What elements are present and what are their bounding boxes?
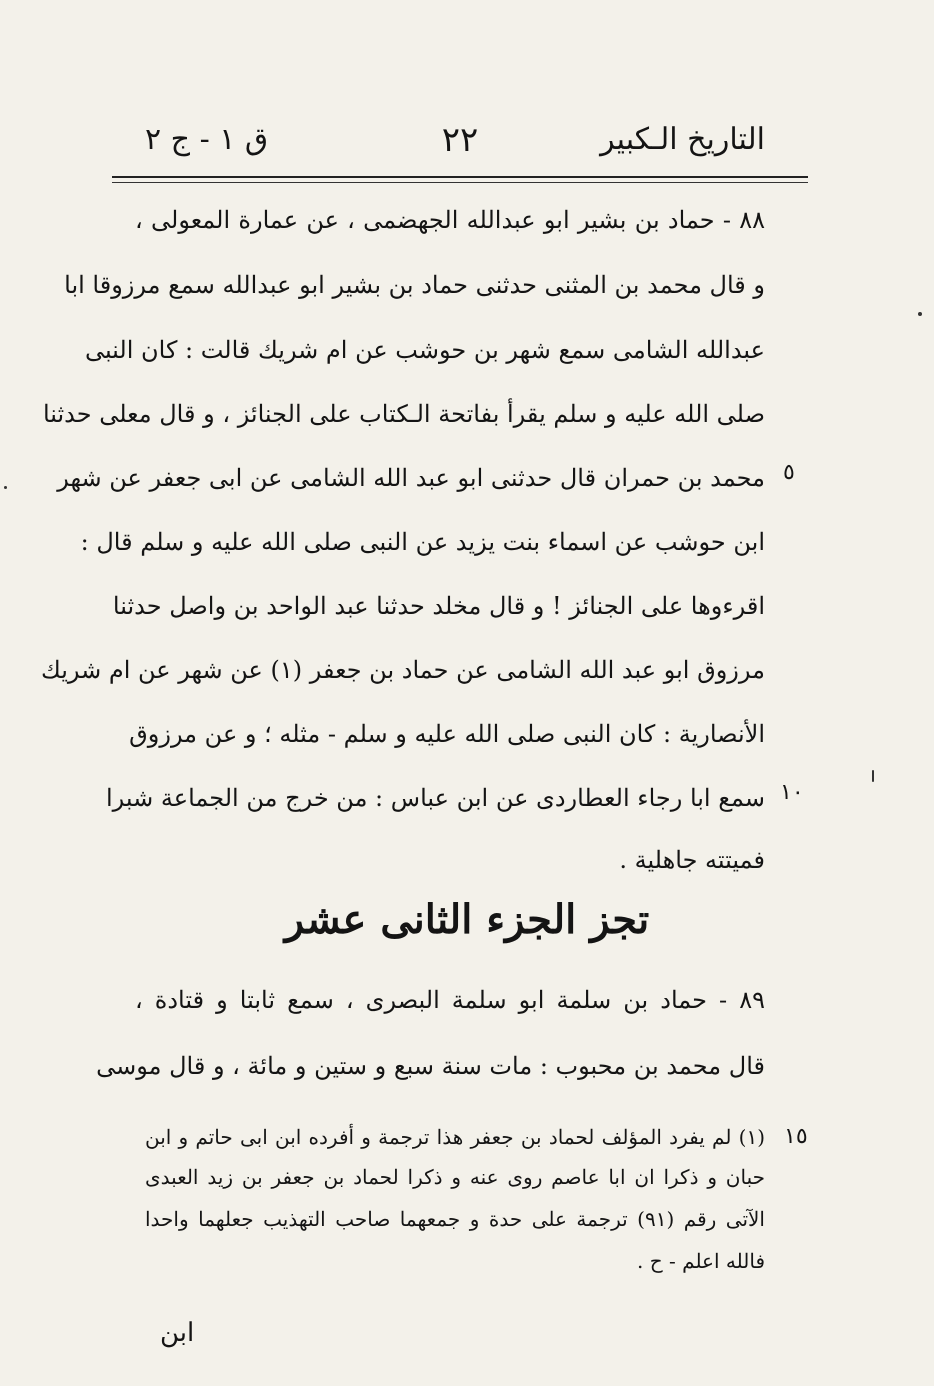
text-line: قال محمد بن محبوب : مات سنة سبع و ستين و مائة ، و قال موسى — [96, 1052, 765, 1080]
paper-speck — [918, 312, 922, 316]
text-line: فميتته جاهلية . — [619, 846, 765, 874]
text-line: محمد بن حمران قال حدثنى ابو عبد الله الشامى عن ابى جعفر عن شهر — [57, 464, 765, 492]
text-line: و قال محمد بن المثنى حدثنى حماد بن بشير ابو عبدالله سمع مرزوقا ابا — [64, 271, 765, 299]
text-line: مرزوق ابو عبد الله الشامى عن حماد بن جعفر (١) عن شهر عن ام شريك — [40, 656, 765, 684]
text-line: صلى الله عليه و سلم يقرأ بفاتحة الـكتاب على الجنائز ، و قال معلى حدثنا — [42, 400, 765, 428]
text-line: ٨٨ - حماد بن بشير ابو عبدالله الجهضمى ، عن عمارة المعولى ، — [135, 206, 765, 234]
line-number-5: ٥ — [783, 460, 795, 485]
section-title: تجز الجزء الثانى عشر — [284, 896, 650, 943]
text-line: سمع ابا رجاء العطاردى عن ابن عباس : من خرج من الجماعة شبرا — [105, 784, 765, 812]
line-number-15: ١٥ — [784, 1124, 808, 1149]
text-line: عبدالله الشامى سمع شهر بن حوشب عن ام شريك قالت : كان النبى — [84, 336, 765, 364]
volume-label: ق ١ - ج ٢ — [145, 122, 269, 157]
footnote-line: (١) لم يفرد المؤلف لحماد بن جعفر هذا ترجمة و أفرده ابن ابى حاتم و ابن — [145, 1125, 765, 1149]
page-header — [115, 118, 805, 168]
footnote-line: حبان و ذكرا ان ابا عاصم روى عنه و ذكرا لحماد بن جعفر بن زيد العبدى — [145, 1165, 765, 1189]
line-number-10: ١٠ — [780, 780, 804, 805]
book-title: التاريخ الـكبير — [600, 122, 765, 157]
text-line: اقرءوها على الجنائز ! و قال مخلد حدثنا عبد الواحد بن واصل حدثنا — [112, 592, 765, 620]
paper-speck — [872, 770, 874, 782]
footnote-line: الآتى رقم (٩١) ترجمة على حدة و جمعهما صاحب التهذيب جعلهما واحدا — [145, 1207, 765, 1231]
header-rule-thick — [112, 176, 808, 178]
text-line: ابن حوشب عن اسماء بنت يزيد عن النبى صلى الله عليه و سلم قال : — [80, 528, 765, 556]
text-line: الأنصارية : كان النبى صلى الله عليه و سلم - مثله ؛ و عن مرزوق — [129, 720, 765, 748]
text-line: ٨٩ - حماد بن سلمة ابو سلمة البصرى ، سمع ثابتا و قتادة ، — [135, 986, 765, 1014]
footnote-line: فالله اعلم - ح . — [637, 1249, 765, 1273]
paper-speck — [4, 486, 7, 489]
header-rule-thin — [112, 182, 808, 183]
page-number: ٢٢ — [441, 120, 479, 160]
catchword: ابن — [160, 1318, 195, 1348]
